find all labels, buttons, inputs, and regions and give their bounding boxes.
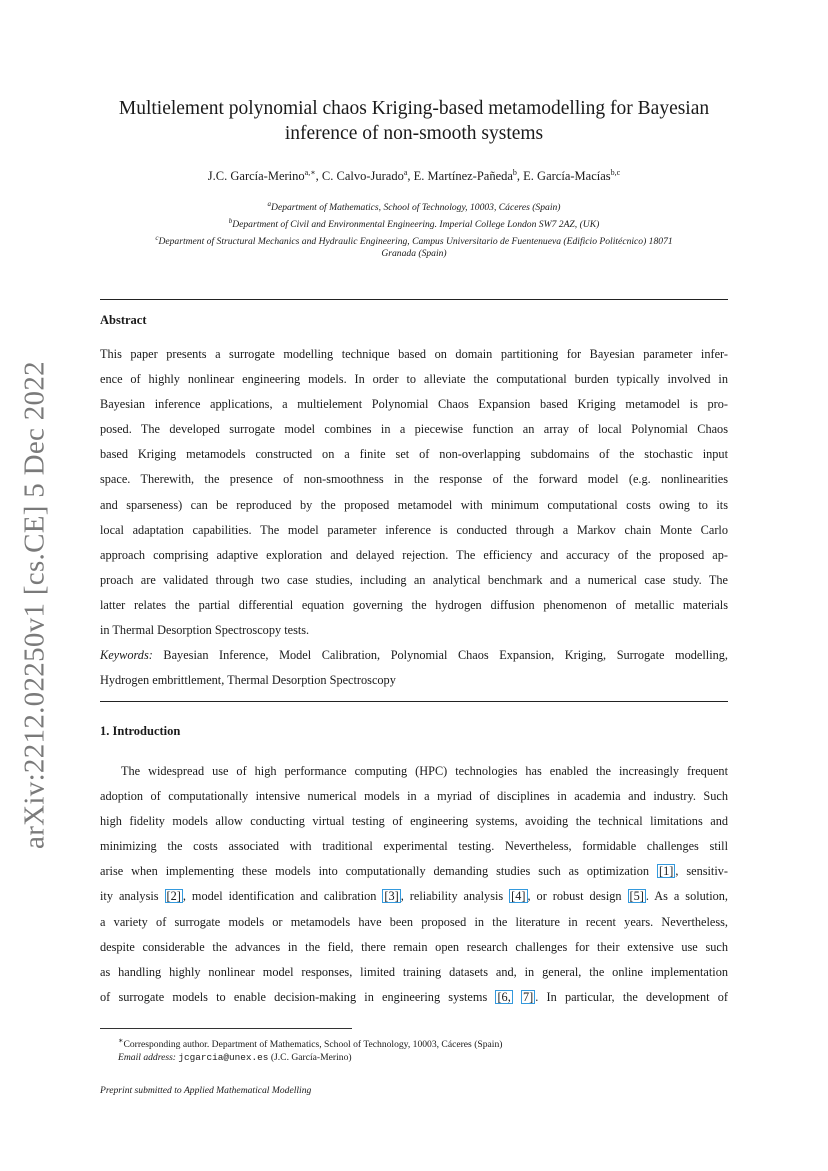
author-affil-mark: b,c	[610, 168, 621, 177]
abstract-line: approach comprising adaptive exploration and delayed rejection. The efficiency and accuracy of the proposed ap-	[100, 547, 728, 562]
intro-line	[100, 985, 728, 1010]
intro-line: The widespread use of high performance computing (HPC) technologies has enabled the increasingly frequent	[121, 764, 728, 778]
abstract-line: and sparseness) can be reproduced by the proposed metamodel with minimum computational costs owing to its	[100, 497, 728, 512]
abstract-line: posed. The developed surrogate model combines in a piecewise function an array of local Polynomial Chaos	[100, 422, 728, 437]
abstract-line: latter relates the partial differential equation governing the hydrogen diffusion phenomenon of metallic materials	[100, 597, 728, 612]
affiliation-a	[100, 198, 728, 215]
affiliation-b	[100, 215, 728, 232]
arxiv-identifier-text: arXiv:2212.02250v1 [cs.CE] 5 Dec 2022	[18, 361, 51, 849]
footnote-email-line	[118, 1051, 718, 1064]
abstract-line: local adaptation capabilities. The model parameter inference is conducted through a Markov chain Monte Carlo	[100, 522, 728, 537]
text-run: . In particular, the development of	[535, 989, 728, 1004]
text-run: , or robust design	[527, 889, 628, 904]
section-heading: 1. Introduction	[100, 724, 181, 738]
introduction-body	[100, 759, 728, 1010]
footnote	[118, 1034, 718, 1064]
text-run: , model identification and calibration	[182, 889, 383, 904]
intro-line: minimizing the costs associated with traditional experimental testing. Nevertheless, formidable challenges still	[100, 839, 728, 854]
paper-title	[100, 96, 728, 146]
affil-mark: c	[155, 233, 159, 242]
affil-mark: a	[267, 200, 272, 208]
divider	[100, 701, 728, 702]
footnote-text: Corresponding author. Department of Mathematics, School of Technology, 10003, Cáceres (Spain)	[123, 1039, 503, 1051]
citation-link[interactable]: [3]	[384, 889, 399, 904]
abstract-heading: Abstract	[100, 313, 147, 327]
abstract-line: Bayesian inference applications, a multielement Polynomial Chaos Expansion based Kriging metamodel is pro-	[100, 397, 728, 412]
author-affil-mark: b	[512, 168, 517, 177]
keywords-text: Bayesian Inference, Model Calibration, Polynomial Chaos Expansion, Kriging, Surrogate modelling,	[163, 648, 728, 662]
abstract-line: This paper presents a surrogate modelling technique based on domain partitioning for Bayesian parameter infer-	[100, 347, 728, 361]
abstract-line: in Thermal Desorption Spectroscopy tests.	[100, 623, 310, 638]
affiliation-text: Department of Civil and Environmental Engineering. Imperial College London SW7 2AZ, (UK)	[232, 218, 600, 230]
author-affil-mark: a,∗	[304, 168, 316, 177]
email-address[interactable]: jcgarcia@unex.es	[178, 1052, 269, 1064]
abstract-line: proach are validated through two case studies, including an analytical benchmark and a numerical case study. The	[100, 572, 728, 587]
affiliation-text: Granada (Spain)	[381, 248, 447, 260]
abstract-line: ence of highly nonlinear engineering models. In order to alleviate the computational burden typically involved in	[100, 372, 728, 387]
email-label: Email address:	[118, 1052, 177, 1064]
author-name: J.C. García-Merino	[207, 169, 305, 184]
author-name: E. García-Macías	[523, 169, 611, 184]
abstract-line: based Kriging metamodels constructed on a finite set of non-overlapping subdomains of the stochastic input	[100, 447, 728, 462]
citation-link[interactable]: [4]	[511, 889, 526, 904]
citation-link[interactable]: 7]	[522, 989, 534, 1004]
citation-link[interactable]: [6,	[497, 989, 511, 1004]
text-run: . As a solution,	[645, 889, 728, 904]
intro-line: adoption of computationally intensive numerical models in a myriad of disciplines in academia and industry. Such	[100, 789, 728, 804]
author-name: E. Martínez-Pañeda	[413, 169, 513, 184]
text-run: , sensitiv-	[675, 864, 728, 879]
citation-link[interactable]: [5]	[629, 889, 644, 904]
keywords-text: Hydrogen embrittlement, Thermal Desorption Spectroscopy	[100, 673, 396, 688]
page-footer: Preprint submitted to Applied Mathematical Modelling	[100, 1085, 312, 1096]
text-run: , reliability analysis	[400, 889, 510, 904]
footnote-line	[118, 1034, 718, 1051]
divider	[100, 299, 728, 300]
intro-line: high fidelity models allow conducting virtual testing of engineering systems, avoiding the technical limitations and	[100, 814, 728, 829]
author-name: C. Calvo-Jurado	[321, 169, 404, 184]
abstract-body	[100, 342, 728, 643]
affiliations	[100, 198, 728, 261]
citation-link[interactable]: [2]	[166, 889, 181, 904]
intro-line	[100, 884, 728, 909]
citation-link[interactable]: [1]	[658, 864, 674, 879]
intro-line	[100, 859, 728, 884]
keywords	[100, 643, 728, 693]
arxiv-identifier	[15, 361, 55, 849]
intro-line: a variety of surrogate models or metamodels have been proposed in the literature in recent years. Nevertheless,	[100, 914, 728, 929]
title-line: Multielement polynomial chaos Kriging-based metamodelling for Bayesian	[118, 98, 710, 119]
affil-mark: b	[228, 216, 233, 225]
footnote-mark: ∗	[118, 1036, 124, 1045]
footnote-rule	[100, 1028, 352, 1029]
intro-line: despite considerable the advances in the field, there remain open research challenges for their extensive use such	[100, 939, 728, 954]
intro-line: as handling highly nonlinear model responses, limited training datasets and, in general, the online implementation	[100, 964, 728, 979]
text-run: ity analysis	[100, 889, 165, 904]
affiliation-text: Department of Mathematics, School of Technology, 10003, Cáceres (Spain)	[271, 202, 561, 214]
author-affil-mark: a	[403, 168, 408, 177]
footnote-text: (J.C. García-Merino)	[270, 1052, 352, 1064]
text-run: of surrogate models to enable decision-making in engineering systems	[100, 989, 496, 1004]
keywords-label: Keywords:	[100, 648, 153, 662]
title-line: inference of non-smooth systems	[284, 123, 544, 144]
text-run: arise when implementing these models into computationally demanding studies such as optimization	[100, 864, 657, 879]
abstract-line: space. Therewith, the presence of non-smoothness in the response of the forward model (e.g. nonlinearities	[100, 472, 728, 487]
affiliation-text: Department of Structural Mechanics and Hydraulic Engineering, Campus Universitario de Fuentenueva (Edificio Politécnico) 18071	[158, 235, 673, 247]
author-list: J.C. García-Merino$^{a,∗}$, C. Calvo-Jurado$^a$, E. Martínez-Pañeda$^b$, E. García-Macías$^{b,c}$	[207, 168, 621, 184]
affiliation-c	[100, 232, 728, 249]
